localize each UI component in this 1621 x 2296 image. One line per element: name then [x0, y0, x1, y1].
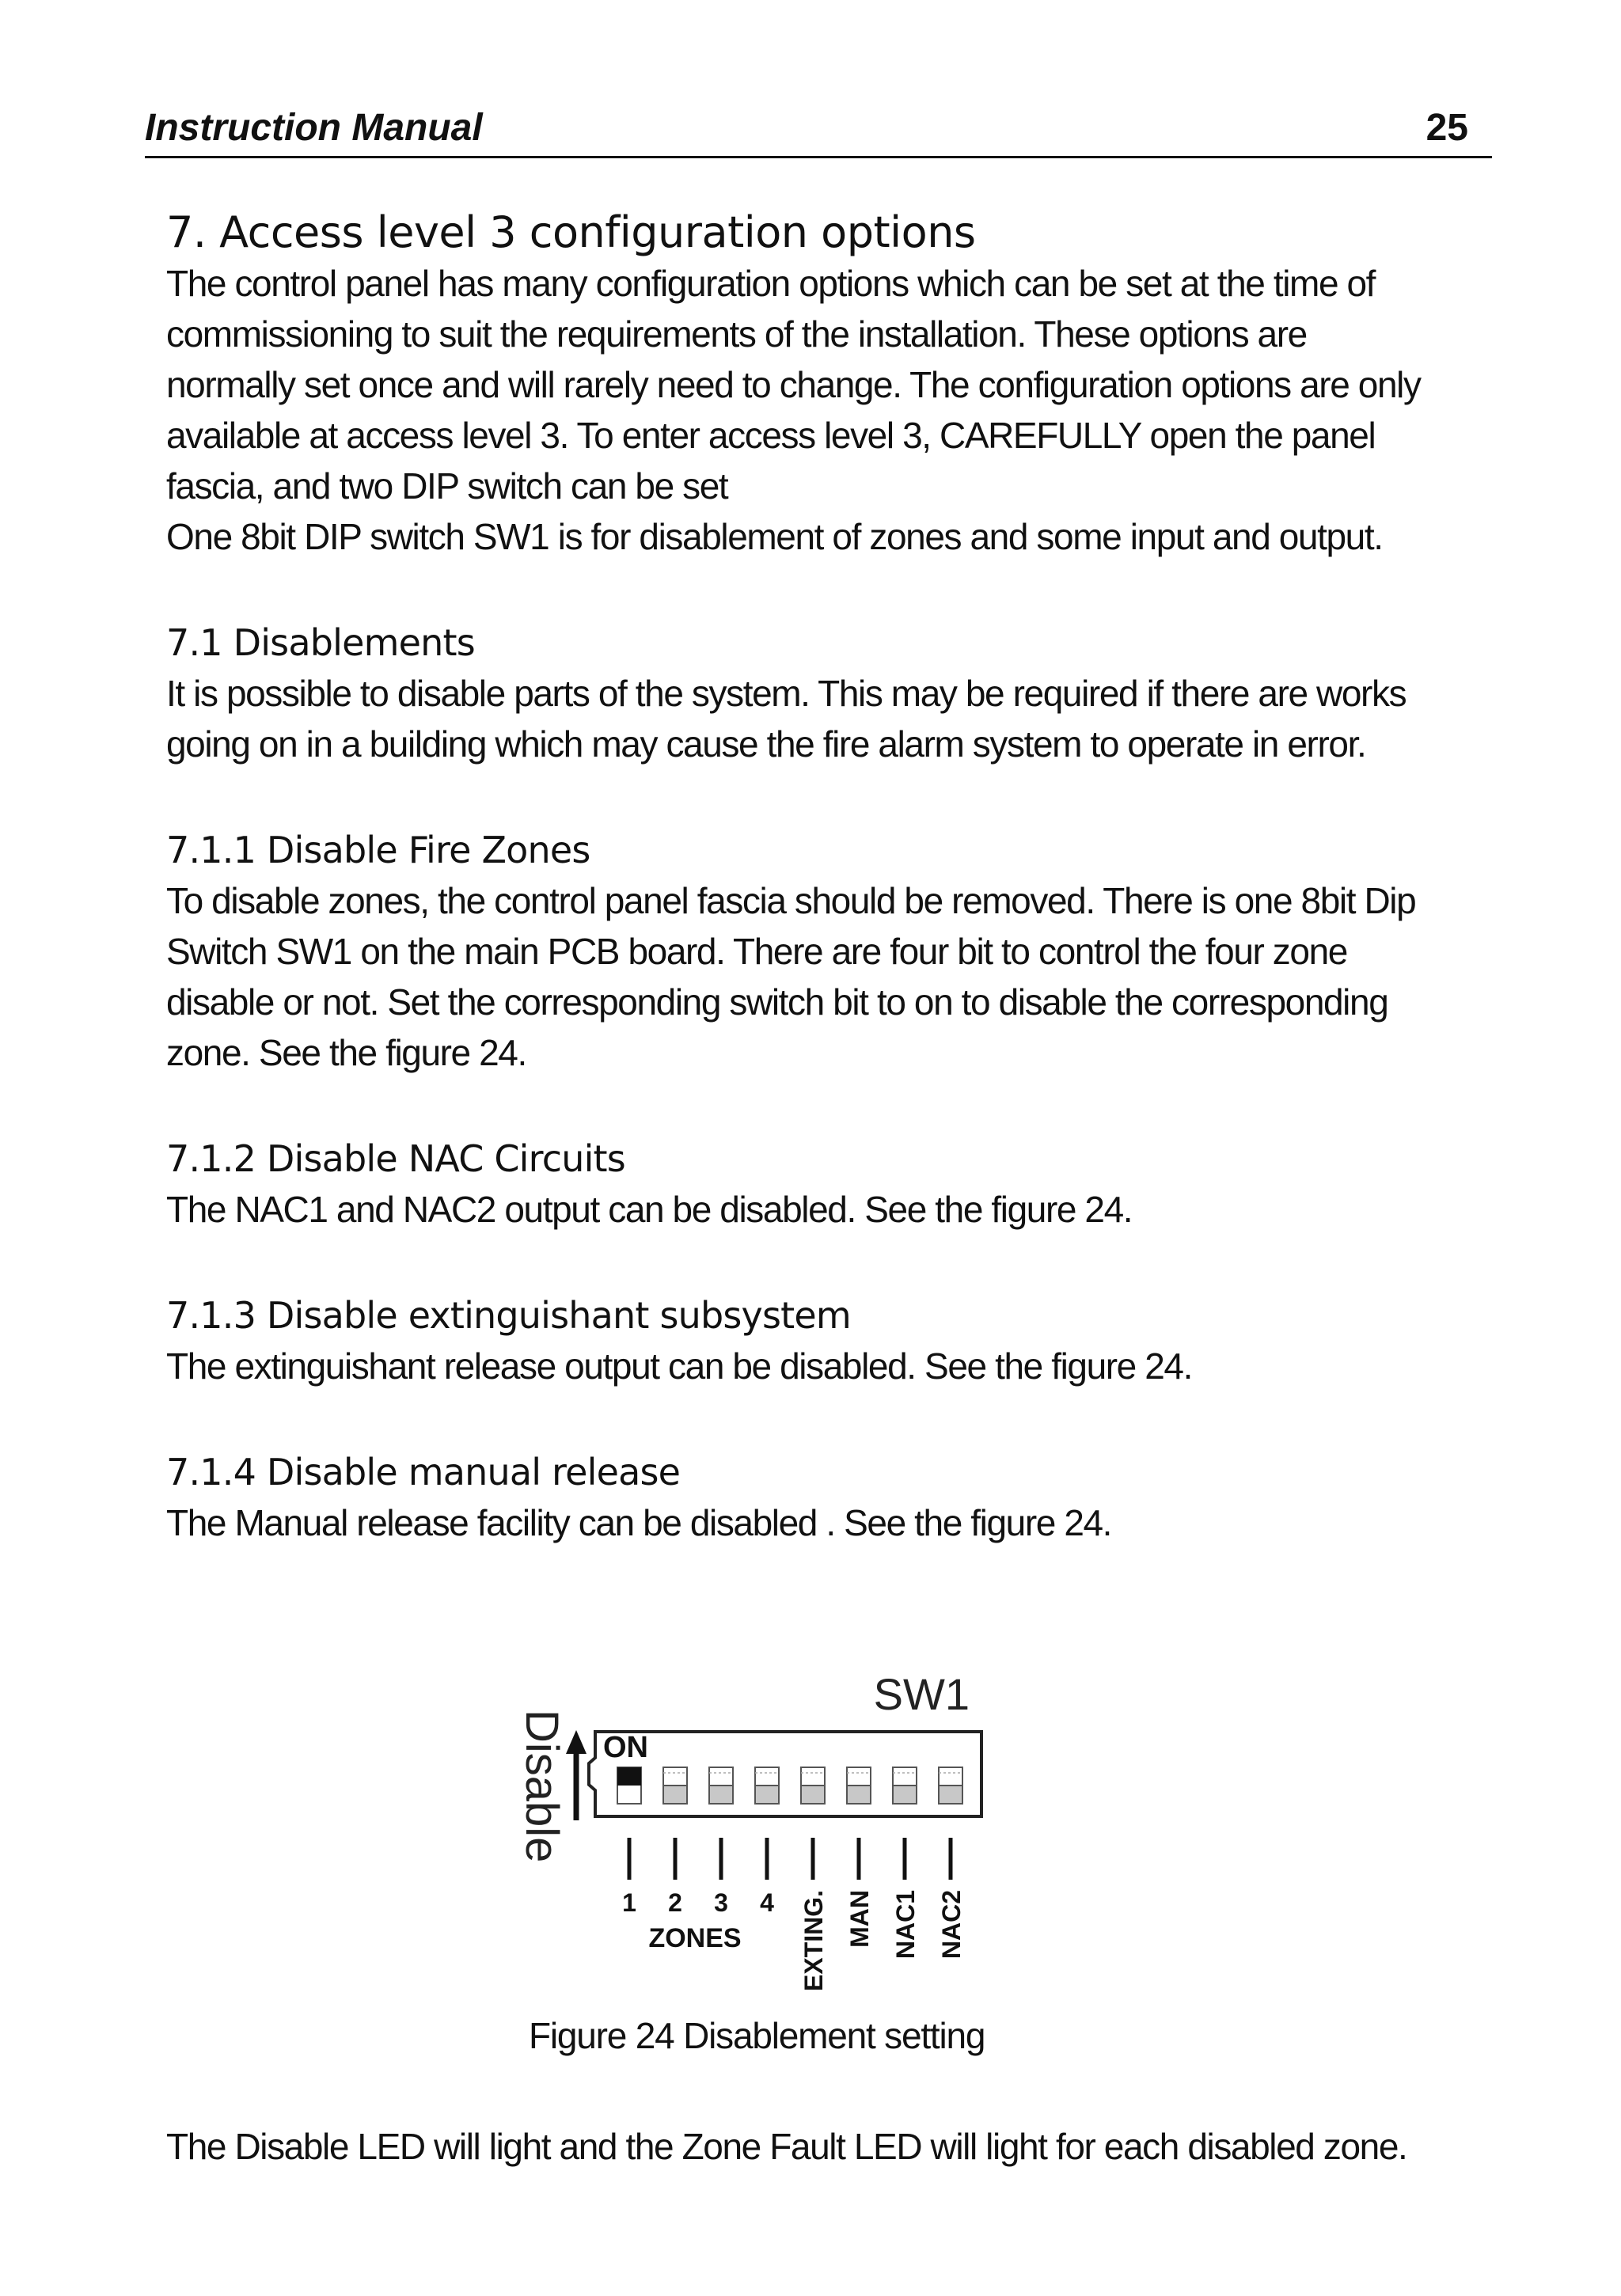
section-7-1-3-heading: 7.1.3 Disable extinguishant subsystem — [166, 1294, 851, 1337]
section-7-line-1: The control panel has many configuration options which can be set at the time of — [166, 263, 1376, 304]
dip-switch-8 — [939, 1767, 962, 1804]
dip-switch-figure — [491, 1638, 997, 2018]
output-label-nac2: NAC2 — [937, 1890, 966, 1960]
section-7-1-line-1: It is possible to disable parts of the system. This may be required if there are works — [166, 673, 1407, 714]
dip-switch-3 — [709, 1767, 733, 1804]
section-7-dip-paragraph: One 8bit DIP switch SW1 is for disablement of zones and some input and output. — [166, 516, 1383, 557]
dip-toggle-off — [755, 1786, 779, 1804]
dip-toggle-off — [939, 1786, 962, 1804]
section-7-1-2-text: The NAC1 and NAC2 output can be disabled. See the figure 24. — [166, 1189, 1133, 1230]
output-label-exting: EXTING. — [799, 1890, 828, 1992]
zone-number-3: 3 — [714, 1888, 728, 1917]
section-7-line-5: fascia, and two DIP switch can be set — [166, 465, 728, 507]
figure-caption: Figure 24 Disablement setting — [529, 2015, 985, 2056]
disable-arrow-head — [566, 1730, 587, 1754]
page-content — [166, 207, 1496, 1548]
dip-toggle-off — [801, 1786, 825, 1804]
dip-toggle-off — [709, 1786, 733, 1804]
dip-switch-4 — [755, 1767, 779, 1804]
dip-toggle-off — [663, 1786, 687, 1804]
output-label-nac1: NAC1 — [891, 1890, 920, 1960]
dip-switch-diagram — [491, 1638, 997, 2018]
section-7-1-1-line-2: Switch SW1 on the main PCB board. There are four bit to control the four zone — [166, 931, 1347, 972]
section-7-line-3: normally set once and will rarely need to change. The configuration options are only — [166, 364, 1421, 405]
zone-number-2: 2 — [668, 1888, 682, 1917]
zone-number-4: 4 — [760, 1888, 774, 1917]
section-7-1-1-line-3: disable or not. Set the corresponding switch bit to on to disable the corresponding — [166, 981, 1388, 1023]
page-number: 25 — [1425, 107, 1468, 149]
dip-toggle-off — [893, 1786, 917, 1804]
section-7-1-1-heading: 7.1.1 Disable Fire Zones — [166, 829, 590, 871]
dip-switch-5 — [801, 1767, 825, 1804]
switch-label: SW1 — [873, 1669, 970, 1719]
section-7-1-1-line-1: To disable zones, the control panel fascia should be removed. There is one 8bit Dip — [166, 880, 1416, 921]
section-7-1-line-2: going on in a building which may cause the fire alarm system to operate in error. — [166, 723, 1366, 765]
section-7-1-2-heading: 7.1.2 Disable NAC Circuits — [166, 1137, 625, 1180]
dip-switch-1 — [617, 1767, 641, 1804]
section-7-1-4-text: The Manual release facility can be disabled . See the figure 24. — [166, 1502, 1112, 1543]
section-7-1-1-line-4: zone. See the figure 24. — [166, 1032, 526, 1073]
dip-toggle-off — [847, 1786, 871, 1804]
zone-number-1: 1 — [622, 1888, 636, 1917]
dip-switch-7 — [893, 1767, 917, 1804]
header-title: Instruction Manual — [145, 107, 483, 149]
dip-switch-6 — [847, 1767, 871, 1804]
on-label: ON — [603, 1731, 648, 1764]
page-header — [145, 103, 1492, 158]
section-7-1-3-text: The extinguishant release output can be disabled. See the figure 24. — [166, 1345, 1192, 1387]
zones-label: ZONES — [648, 1923, 742, 1953]
output-label-man: MAN — [845, 1890, 874, 1948]
section-7-line-2: commissioning to suit the requirements of the installation. These options are — [166, 313, 1307, 355]
section-7-line-4: available at access level 3. To enter access level 3, CAREFULLY open the panel — [166, 415, 1376, 456]
disable-label: Disable — [516, 1710, 568, 1863]
section-7-1-heading: 7.1 Disablements — [166, 621, 475, 664]
dip-toggle-on — [617, 1767, 641, 1786]
section-7-1-4-heading: 7.1.4 Disable manual release — [166, 1451, 681, 1493]
closing-paragraph: The Disable LED will light and the Zone Fault LED will light for each disabled zone. — [166, 2126, 1407, 2167]
dip-switch-2 — [663, 1767, 687, 1804]
section-7-heading: 7. Access level 3 configuration options — [166, 207, 976, 257]
